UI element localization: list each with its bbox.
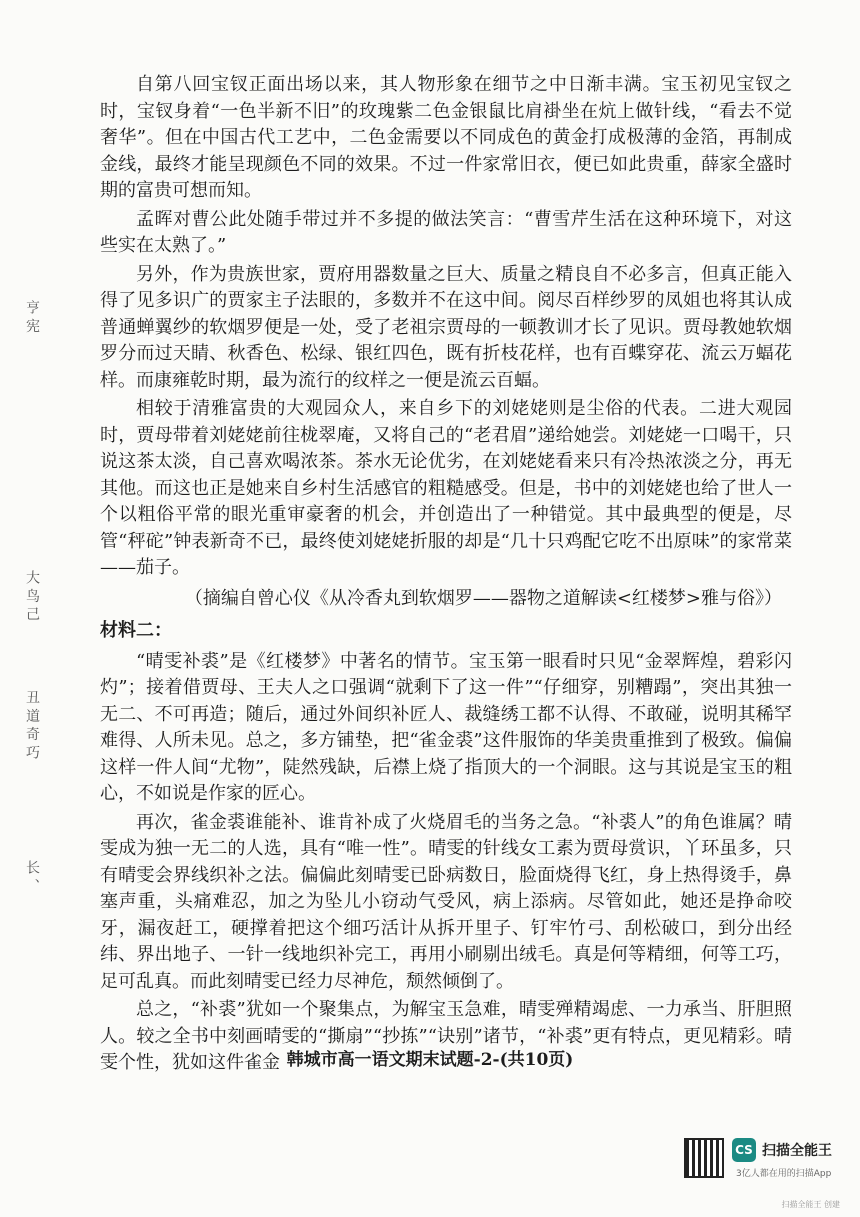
scanner-watermark [684,1138,834,1184]
paragraph: 相较于清雅富贵的大观园众人，来自乡下的刘姥姥则是尘俗的代表。二进大观园时，贾母带着刘姥姥前往栊翠庵，又将自己的“老君眉”递给她尝。刘姥姥一口喝干，只说这茶太淡，自己喜欢喝浓茶。茶水无论优劣，在刘姥姥看来只有冷热浓淡之分，再无其他。而这也正是她来自乡村生活感官的粗糙感受。但是，书中的刘姥姥也给了世人一个以粗俗平常的眼光重审豪奢的机会，并创造出了一种错觉。其中最典型的便是，尽管“秤砣”钟表新奇不已，最终使刘姥姥折服的却是“几十只鸡配它吃不出原味”的家常菜——茄子。 [100,398,792,578]
material-label: 材料二： [100,620,172,641]
margin-note-1: 亨 宪 [24,300,40,333]
paragraph: 总之，“补裘”犹如一个聚集点，为解宝玉急难，晴雯殚精竭虑、一力承当、肝胆照人。较之全书中刻画晴雯的“撕扇”“抄拣”“诀别”诸节，“补裘”更有特点，更见精彩。晴雯个性，犹如这件雀金 [100,999,792,1073]
cs-logo-icon: CS [732,1138,756,1162]
margin-note-3: 丑 道 奇 巧 [24,690,40,760]
scanner-slogan: 3亿人都在用的扫描App [736,1169,832,1179]
qr-code-icon [684,1138,724,1178]
paragraph: 孟晖对曹公此处随手带过并不多提的做法笑言：“曹雪芹生活在这种环境下，对这些实在太熟了。” [100,208,792,256]
margin-note-4: 长 、 [24,860,40,893]
margin-note-2: 大 鸟 己 [24,570,40,621]
article-body [100,72,792,1079]
paragraph: 另外，作为贵族世家，贾府用器数量之巨大、质量之精良自不必多言，但真正能入得了见多识广的贾家主子法眼的，多数并不在这中间。阅尽百样纱罗的凤姐也将其认成普通蝉翼纱的软烟罗便是一处，受了老祖宗贾母的一顿教训才长了见识。贾母教她软烟罗分而过天睛、秋香色、松绿、银红四色，既有折枝花样，也有百蝶穿花、流云万蝠花样。而康雍乾时期，最为流行的纹样之一便是流云百蝠。 [100,263,792,391]
source-citation: （摘编自曾心仪《从冷香丸到软烟罗——器物之道解读<红楼梦>雅与俗》） [184,587,782,609]
page-footer: 韩城市高一语文期末试题-2-(共10页) [286,1050,574,1070]
paragraph: 再次，雀金裘谁能补、谁肯补成了火烧眉毛的当务之急。“补裘人”的角色谁属？晴雯成为独一无二的人选，具有“唯一性”。晴雯的针线女工素为贾母赏识，丫环虽多，只有晴雯会界线织补之法。偏偏此刻晴雯已卧病数日，脸面烧得飞红，身上热得烫手，鼻塞声重，头痛难忍，加之为坠儿小窃动气受风，病上添病。尽管如此，她还是挣命咬牙，漏夜赶工，硬撑着把这个细巧活计从拆开里子、钉牢竹弓、刮松破口，到分出经纬、界出地子、一针一线地织补完工，再用小刷剔出绒毛。真是何等精细，何等工巧，足可乱真。而此刻晴雯已经力尽神危，颓然倾倒了。 [100,811,792,992]
paragraph: “晴雯补裘”是《红楼梦》中著名的情节。宝玉第一眼看时只见“金翠辉煌，碧彩闪灼”；接着借贾母、王夫人之口强调“就剩下了这一件”“仔细穿，别糟蹋”，突出其独一无二、不可再造；随后，通过外间织补匠人、裁缝绣工都不认得、不敢碰，说明其稀罕难得、人所未见。总之，多方铺垫，把“雀金裘”这件服饰的华美贵重推到了极致。偏偏这样一件人间“尤物”，陡然残缺，后襟上烧了指顶大的一个洞眼。这与其说是宝玉的粗心，不如说是作家的匠心。 [100,650,792,804]
scanner-corner-mark: 扫描全能王 创建 [781,1200,840,1209]
scanner-app-name: 扫描全能王 [762,1143,832,1159]
paragraph: 自第八回宝钗正面出场以来，其人物形象在细节之中日渐丰满。宝玉初见宝钗之时，宝钗身着“一色半新不旧”的玫瑰紫二色金银鼠比肩褂坐在炕上做针线，“看去不觉奢华”。但在中国古代工艺中，二色金需要以不同成色的黄金打成极薄的金箔，再制成金线，最终才能呈现颜色不同的效果。不过一件家常旧衣，便已如此贵重，薛家全盛时期的富贵可想而知。 [100,74,792,201]
